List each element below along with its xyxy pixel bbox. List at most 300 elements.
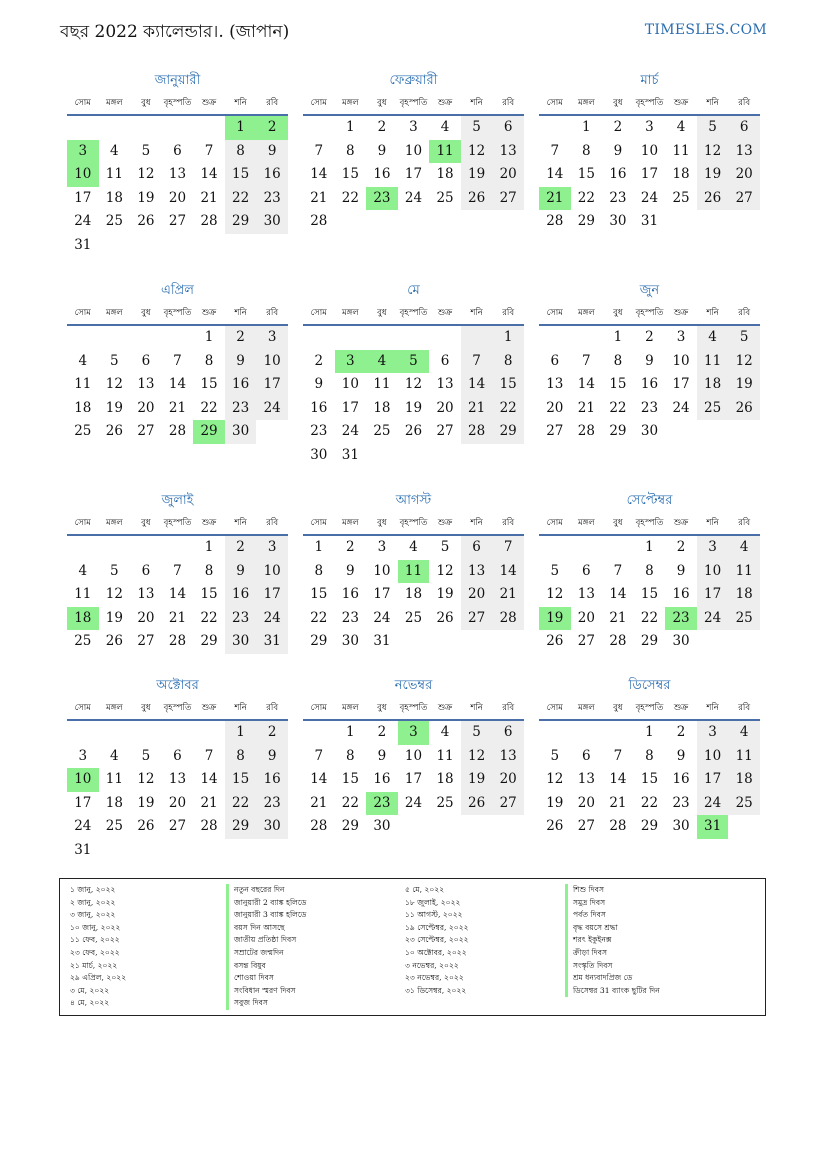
day-cell: 18: [105, 189, 123, 206]
weekday-label: সোম: [74, 98, 91, 108]
day-cell: 5: [728, 326, 760, 350]
day-cell: 5: [550, 562, 560, 579]
day-cell: 30: [640, 423, 659, 439]
day-cell: 23: [256, 187, 288, 211]
day-cell: 27: [577, 818, 595, 834]
day-grid: [67, 326, 288, 444]
month-block: [303, 70, 524, 234]
empty-day-cell: [335, 326, 367, 350]
day-cell: 4: [440, 724, 450, 740]
brand-link[interactable]: TIMESLES.COM: [644, 22, 767, 38]
day-cell: 5: [110, 562, 119, 579]
day-cell: 22: [341, 794, 359, 811]
day-cell: 2: [314, 352, 324, 369]
day-grid: [539, 721, 760, 839]
day-cell: 27: [492, 187, 524, 211]
weekday-label: বুধ: [141, 308, 151, 318]
day-cell: 27: [168, 818, 187, 834]
weekday-header: [67, 512, 288, 536]
weekday-header: [67, 302, 288, 326]
day-cell: 28: [609, 633, 627, 649]
day-cell: 21: [577, 399, 595, 416]
weekday-label: বৃহস্পতি: [399, 518, 428, 528]
weekday-label: বুধ: [141, 98, 151, 108]
weekday-label: শুক্র: [673, 518, 689, 528]
weekday-label: রবি: [738, 703, 751, 713]
day-cell: 29: [640, 633, 659, 649]
day-cell: 6: [173, 142, 182, 159]
day-cell: 13: [546, 376, 564, 392]
empty-day-cell: [571, 536, 603, 560]
day-cell: 16: [672, 586, 690, 602]
day-cell: 1: [582, 119, 591, 135]
empty-day-cell: [602, 536, 634, 560]
weekday-label: বুধ: [377, 518, 387, 528]
weekday-header: [303, 92, 524, 116]
day-cell: 2: [676, 539, 686, 555]
day-cell: 31: [74, 841, 92, 858]
day-cell: 13: [137, 376, 155, 392]
day-cell: 24: [373, 609, 391, 626]
day-cell: 15: [310, 586, 328, 602]
day-cell: 26: [137, 818, 155, 834]
day-cell: 14: [200, 771, 218, 787]
holiday-name: শোওয়া দিবস: [234, 973, 274, 983]
weekday-label: বৃহস্পতি: [163, 518, 192, 528]
holiday-name: সমুদ্র দিবস: [573, 897, 606, 907]
day-cell: 15: [640, 771, 659, 787]
weekday-label: রবি: [738, 518, 751, 528]
holiday-name: শিশু দিবস: [573, 885, 605, 894]
holiday-name: শরৎ ইকুইনক্স: [573, 935, 612, 945]
day-cell: 15: [200, 586, 218, 602]
holiday-name: বৃদ্ধ বয়সে শ্রদ্ধা: [573, 922, 618, 932]
day-cell: 6: [492, 721, 524, 745]
empty-day-cell: [539, 721, 571, 745]
day-cell: 10: [404, 747, 423, 764]
day-cell: 24: [672, 399, 690, 416]
day-cell: 7: [461, 350, 493, 374]
day-cell: 25: [74, 423, 92, 439]
day-cell: 28: [546, 213, 564, 229]
day-cell: 12: [137, 166, 155, 182]
day-cell: 28: [200, 213, 218, 229]
weekday-label: সোম: [74, 308, 91, 318]
holiday-day-cell: 23: [366, 187, 398, 211]
day-cell: 17: [74, 189, 92, 206]
day-cell: 5: [440, 539, 450, 555]
weekday-label: সোম: [310, 703, 327, 713]
weekday-label: শনি: [706, 518, 719, 528]
day-cell: 6: [582, 562, 591, 579]
day-cell: 25: [373, 423, 391, 439]
day-cell: 19: [137, 794, 155, 811]
day-cell: 12: [105, 586, 123, 602]
empty-day-cell: [366, 326, 398, 350]
weekday-label: সোম: [74, 518, 91, 528]
holiday-date: ২ জানু, ২০২২: [70, 897, 116, 907]
day-cell: 9: [676, 747, 686, 764]
month-block: [303, 490, 524, 654]
day-cell: 1: [204, 539, 214, 555]
day-grid: [67, 721, 288, 862]
day-cell: 26: [461, 187, 493, 211]
holiday-name: জানুয়ারী 2 ব্যাঙ্ক হলিডে: [234, 897, 307, 907]
day-cell: 28: [200, 818, 218, 834]
holiday-date: ২১ মার্চ, ২০২২: [70, 960, 118, 970]
day-cell: 13: [728, 140, 760, 164]
day-cell: 17: [74, 794, 92, 811]
day-grid: [67, 116, 288, 257]
day-cell: 8: [314, 562, 324, 579]
day-cell: 27: [728, 187, 760, 211]
day-cell: 13: [577, 586, 595, 602]
day-cell: 26: [137, 213, 155, 229]
weekday-label: শুক্র: [673, 98, 689, 108]
day-cell: 14: [461, 373, 493, 397]
day-cell: 30: [225, 420, 257, 444]
day-grid: [303, 536, 524, 654]
day-cell: 20: [436, 399, 454, 416]
day-cell: 6: [492, 116, 524, 140]
day-grid: [303, 721, 524, 839]
day-cell: 29: [225, 210, 257, 234]
page-title: বছর 2022 ক্যালেন্ডার।. (জাপান): [60, 22, 290, 42]
empty-day-cell: [429, 326, 461, 350]
day-cell: 18: [404, 586, 423, 602]
holiday-date: ৩১ ডিসেম্বর, ২০২২: [405, 985, 467, 995]
day-cell: 2: [645, 329, 654, 345]
day-cell: 16: [609, 166, 627, 182]
day-cell: 3: [256, 536, 288, 560]
day-cell: 16: [640, 376, 659, 392]
holiday-day-cell: 10: [67, 163, 99, 187]
day-cell: 2: [225, 326, 257, 350]
day-cell: 1: [225, 721, 257, 745]
month-name: অক্টোবর: [156, 678, 199, 693]
day-cell: 2: [346, 539, 355, 555]
month-name: নভেম্বর: [394, 678, 433, 693]
legend-names-col-2: [565, 884, 660, 997]
day-cell: 11: [74, 586, 92, 602]
day-cell: 13: [168, 166, 187, 182]
day-cell: 20: [546, 399, 564, 416]
day-cell: 30: [609, 213, 627, 229]
day-cell: 28: [168, 423, 187, 439]
day-cell: 19: [546, 794, 564, 811]
day-cell: 1: [346, 724, 355, 740]
day-cell: 15: [341, 771, 359, 787]
day-cell: 16: [310, 399, 328, 416]
day-cell: 8: [225, 140, 257, 164]
weekday-header: [303, 512, 524, 536]
weekday-label: শনি: [706, 703, 719, 713]
day-cell: 16: [256, 163, 288, 187]
day-cell: 23: [225, 397, 257, 421]
day-cell: 20: [577, 794, 595, 811]
day-cell: 10: [256, 560, 288, 584]
day-cell: 6: [582, 747, 591, 764]
day-cell: 9: [645, 352, 654, 369]
empty-day-cell: [67, 721, 99, 745]
weekday-label: মঙ্গল: [341, 98, 359, 108]
day-cell: 12: [697, 140, 729, 164]
day-cell: 26: [105, 423, 123, 439]
day-cell: 10: [697, 560, 729, 584]
day-cell: 30: [672, 633, 690, 649]
weekday-label: সোম: [74, 703, 91, 713]
day-cell: 13: [577, 771, 595, 787]
weekday-label: বুধ: [613, 703, 623, 713]
holiday-date: ১১ আগস্ট, ২০২২: [405, 910, 463, 920]
day-cell: 11: [105, 166, 123, 182]
day-cell: 5: [697, 116, 729, 140]
day-cell: 26: [697, 187, 729, 211]
day-cell: 2: [613, 119, 623, 135]
day-cell: 5: [461, 721, 493, 745]
day-cell: 23: [225, 607, 257, 631]
day-cell: 4: [728, 536, 760, 560]
day-cell: 28: [168, 633, 187, 649]
weekday-label: মঙ্গল: [341, 518, 359, 528]
day-cell: 18: [373, 399, 391, 416]
day-cell: 18: [436, 166, 454, 182]
day-cell: 16: [373, 771, 391, 787]
day-cell: 21: [461, 397, 493, 421]
weekday-label: শুক্র: [437, 703, 453, 713]
day-cell: 18: [728, 583, 760, 607]
day-cell: 12: [461, 140, 493, 164]
day-cell: 27: [137, 633, 155, 649]
month-name: এপ্রিল: [161, 283, 194, 298]
day-cell: 17: [256, 583, 288, 607]
day-cell: 19: [436, 586, 454, 602]
day-cell: 1: [645, 724, 654, 740]
holiday-day-cell: 23: [366, 792, 398, 816]
day-cell: 25: [728, 607, 760, 631]
day-cell: 9: [346, 562, 355, 579]
day-cell: 24: [697, 792, 729, 816]
weekday-label: শনি: [706, 98, 719, 108]
day-cell: 21: [492, 583, 524, 607]
weekday-header: [67, 92, 288, 116]
holiday-name: জাতীয় প্রতিষ্ঠা দিবস: [234, 935, 297, 945]
weekday-label: বুধ: [377, 703, 387, 713]
weekday-label: শনি: [234, 703, 247, 713]
holiday-name: সবুজ দিবস: [234, 998, 268, 1008]
empty-day-cell: [303, 721, 335, 745]
weekday-label: শনি: [470, 98, 483, 108]
weekday-label: সোম: [546, 703, 563, 713]
day-cell: 8: [645, 562, 654, 579]
weekday-label: মঙ্গল: [577, 703, 595, 713]
day-cell: 29: [640, 818, 659, 834]
holiday-day-cell: 19: [539, 607, 571, 631]
holiday-day-cell: 3: [335, 350, 367, 374]
holiday-date: ২৩ নভেম্বর, ২০২২: [405, 973, 464, 983]
weekday-label: রবি: [266, 98, 279, 108]
holiday-date: ১১ ফেব, ২০২২: [70, 935, 120, 945]
day-cell: 14: [609, 586, 627, 602]
day-cell: 26: [105, 633, 123, 649]
empty-day-cell: [130, 536, 162, 560]
holiday-name: সম্রাটের জন্মদিন: [234, 947, 284, 957]
day-cell: 29: [492, 420, 524, 444]
day-cell: 31: [74, 236, 92, 253]
day-cell: 14: [168, 586, 187, 602]
holiday-date: ১ জানু, ২০২২: [70, 885, 116, 894]
day-cell: 23: [341, 609, 359, 626]
month-name: মে: [407, 283, 420, 298]
day-cell: 26: [546, 633, 564, 649]
holiday-date: ২৩ ফেব, ২০২২: [70, 947, 120, 957]
empty-day-cell: [67, 536, 99, 560]
day-cell: 21: [609, 609, 627, 626]
day-cell: 28: [310, 818, 328, 834]
day-cell: 31: [640, 213, 659, 229]
day-cell: 29: [310, 633, 328, 649]
empty-day-cell: [162, 721, 194, 745]
day-cell: 11: [672, 142, 690, 159]
day-cell: 1: [613, 329, 623, 345]
legend-dates-col-2: [405, 884, 469, 997]
day-cell: 26: [404, 423, 423, 439]
day-cell: 27: [137, 423, 155, 439]
weekday-label: শুক্র: [673, 308, 689, 318]
day-cell: 24: [74, 213, 92, 229]
weekday-label: শনি: [470, 703, 483, 713]
holiday-name: নতুন বছরের দিন: [234, 885, 285, 894]
holiday-date: ৫ মে, ২০২২: [405, 885, 445, 894]
weekday-label: শনি: [234, 308, 247, 318]
weekday-label: মঙ্গল: [577, 308, 595, 318]
empty-day-cell: [539, 326, 571, 350]
day-cell: 22: [341, 189, 359, 206]
day-cell: 16: [256, 768, 288, 792]
day-cell: 15: [640, 586, 659, 602]
day-cell: 12: [546, 586, 564, 602]
day-grid: [539, 326, 760, 444]
day-cell: 30: [341, 633, 359, 649]
day-cell: 14: [310, 771, 328, 787]
month-block: [539, 280, 760, 444]
weekday-label: মঙ্গল: [105, 308, 123, 318]
legend-dates-col-1: [70, 884, 126, 1010]
day-cell: 7: [314, 142, 324, 159]
weekday-label: মঙ্গল: [105, 518, 123, 528]
day-cell: 18: [436, 771, 454, 787]
weekday-label: মঙ্গল: [341, 703, 359, 713]
day-cell: 9: [314, 376, 324, 392]
weekday-label: বৃহস্পতি: [635, 518, 664, 528]
day-cell: 10: [404, 142, 423, 159]
day-cell: 19: [105, 399, 123, 416]
holiday-day-cell: 3: [398, 721, 430, 745]
holiday-name: বসন্ত বিষুব: [234, 960, 266, 970]
day-cell: 20: [168, 794, 187, 811]
day-cell: 11: [728, 560, 760, 584]
weekday-label: বুধ: [141, 703, 151, 713]
weekday-label: শুক্র: [437, 518, 453, 528]
day-cell: 27: [461, 607, 493, 631]
day-cell: 29: [577, 213, 595, 229]
day-cell: 9: [225, 560, 257, 584]
month-name: জুন: [639, 283, 660, 298]
holiday-day-cell: 29: [193, 420, 225, 444]
day-cell: 25: [436, 794, 454, 811]
day-cell: 16: [341, 586, 359, 602]
day-cell: 23: [256, 792, 288, 816]
empty-day-cell: [539, 536, 571, 560]
day-cell: 27: [492, 792, 524, 816]
day-cell: 7: [492, 536, 524, 560]
day-cell: 24: [404, 794, 423, 811]
empty-day-cell: [130, 326, 162, 350]
weekday-label: মঙ্গল: [577, 518, 595, 528]
day-grid: [303, 326, 524, 467]
holiday-name: সংবিধান স্মরণ দিবস: [234, 985, 296, 995]
weekday-label: বুধ: [613, 98, 623, 108]
empty-day-cell: [162, 536, 194, 560]
month-block: [539, 490, 760, 654]
day-cell: 24: [256, 397, 288, 421]
day-cell: 18: [105, 794, 123, 811]
holiday-name: পর্বত দিবস: [573, 910, 606, 920]
day-cell: 6: [461, 536, 493, 560]
weekday-label: রবি: [266, 518, 279, 528]
day-cell: 22: [640, 794, 659, 811]
day-cell: 11: [697, 350, 729, 374]
weekday-label: শুক্র: [201, 518, 217, 528]
day-cell: 4: [110, 142, 119, 159]
day-cell: 27: [168, 213, 187, 229]
day-cell: 19: [461, 768, 493, 792]
day-cell: 2: [377, 119, 387, 135]
day-cell: 9: [676, 562, 686, 579]
day-cell: 15: [609, 376, 627, 392]
day-cell: 28: [492, 607, 524, 631]
day-cell: 9: [256, 140, 288, 164]
day-cell: 25: [672, 189, 690, 206]
day-cell: 23: [640, 399, 659, 416]
day-cell: 9: [256, 745, 288, 769]
day-cell: 30: [225, 630, 257, 654]
day-cell: 2: [676, 724, 686, 740]
day-cell: 23: [609, 189, 627, 206]
day-cell: 7: [173, 352, 182, 369]
day-cell: 24: [404, 189, 423, 206]
month-name: জানুয়ারী: [154, 73, 201, 88]
day-cell: 19: [697, 163, 729, 187]
day-cell: 21: [168, 399, 187, 416]
day-cell: 8: [346, 747, 355, 764]
holiday-name: শ্রম ধন্যবাদপ্রিজ ডে: [573, 973, 633, 983]
day-cell: 2: [256, 721, 288, 745]
day-cell: 18: [697, 373, 729, 397]
weekday-label: সোম: [310, 308, 327, 318]
weekday-label: বৃহস্পতি: [635, 308, 664, 318]
empty-day-cell: [99, 116, 131, 140]
weekday-label: বৃহস্পতি: [635, 98, 664, 108]
holiday-date: ১০ অক্টোবর, ২০২২: [405, 947, 467, 957]
day-cell: 19: [404, 399, 423, 416]
weekday-label: মঙ্গল: [105, 98, 123, 108]
day-cell: 22: [492, 397, 524, 421]
day-cell: 12: [105, 376, 123, 392]
weekday-label: রবি: [502, 308, 515, 318]
day-cell: 11: [74, 376, 92, 392]
day-cell: 18: [74, 399, 92, 416]
